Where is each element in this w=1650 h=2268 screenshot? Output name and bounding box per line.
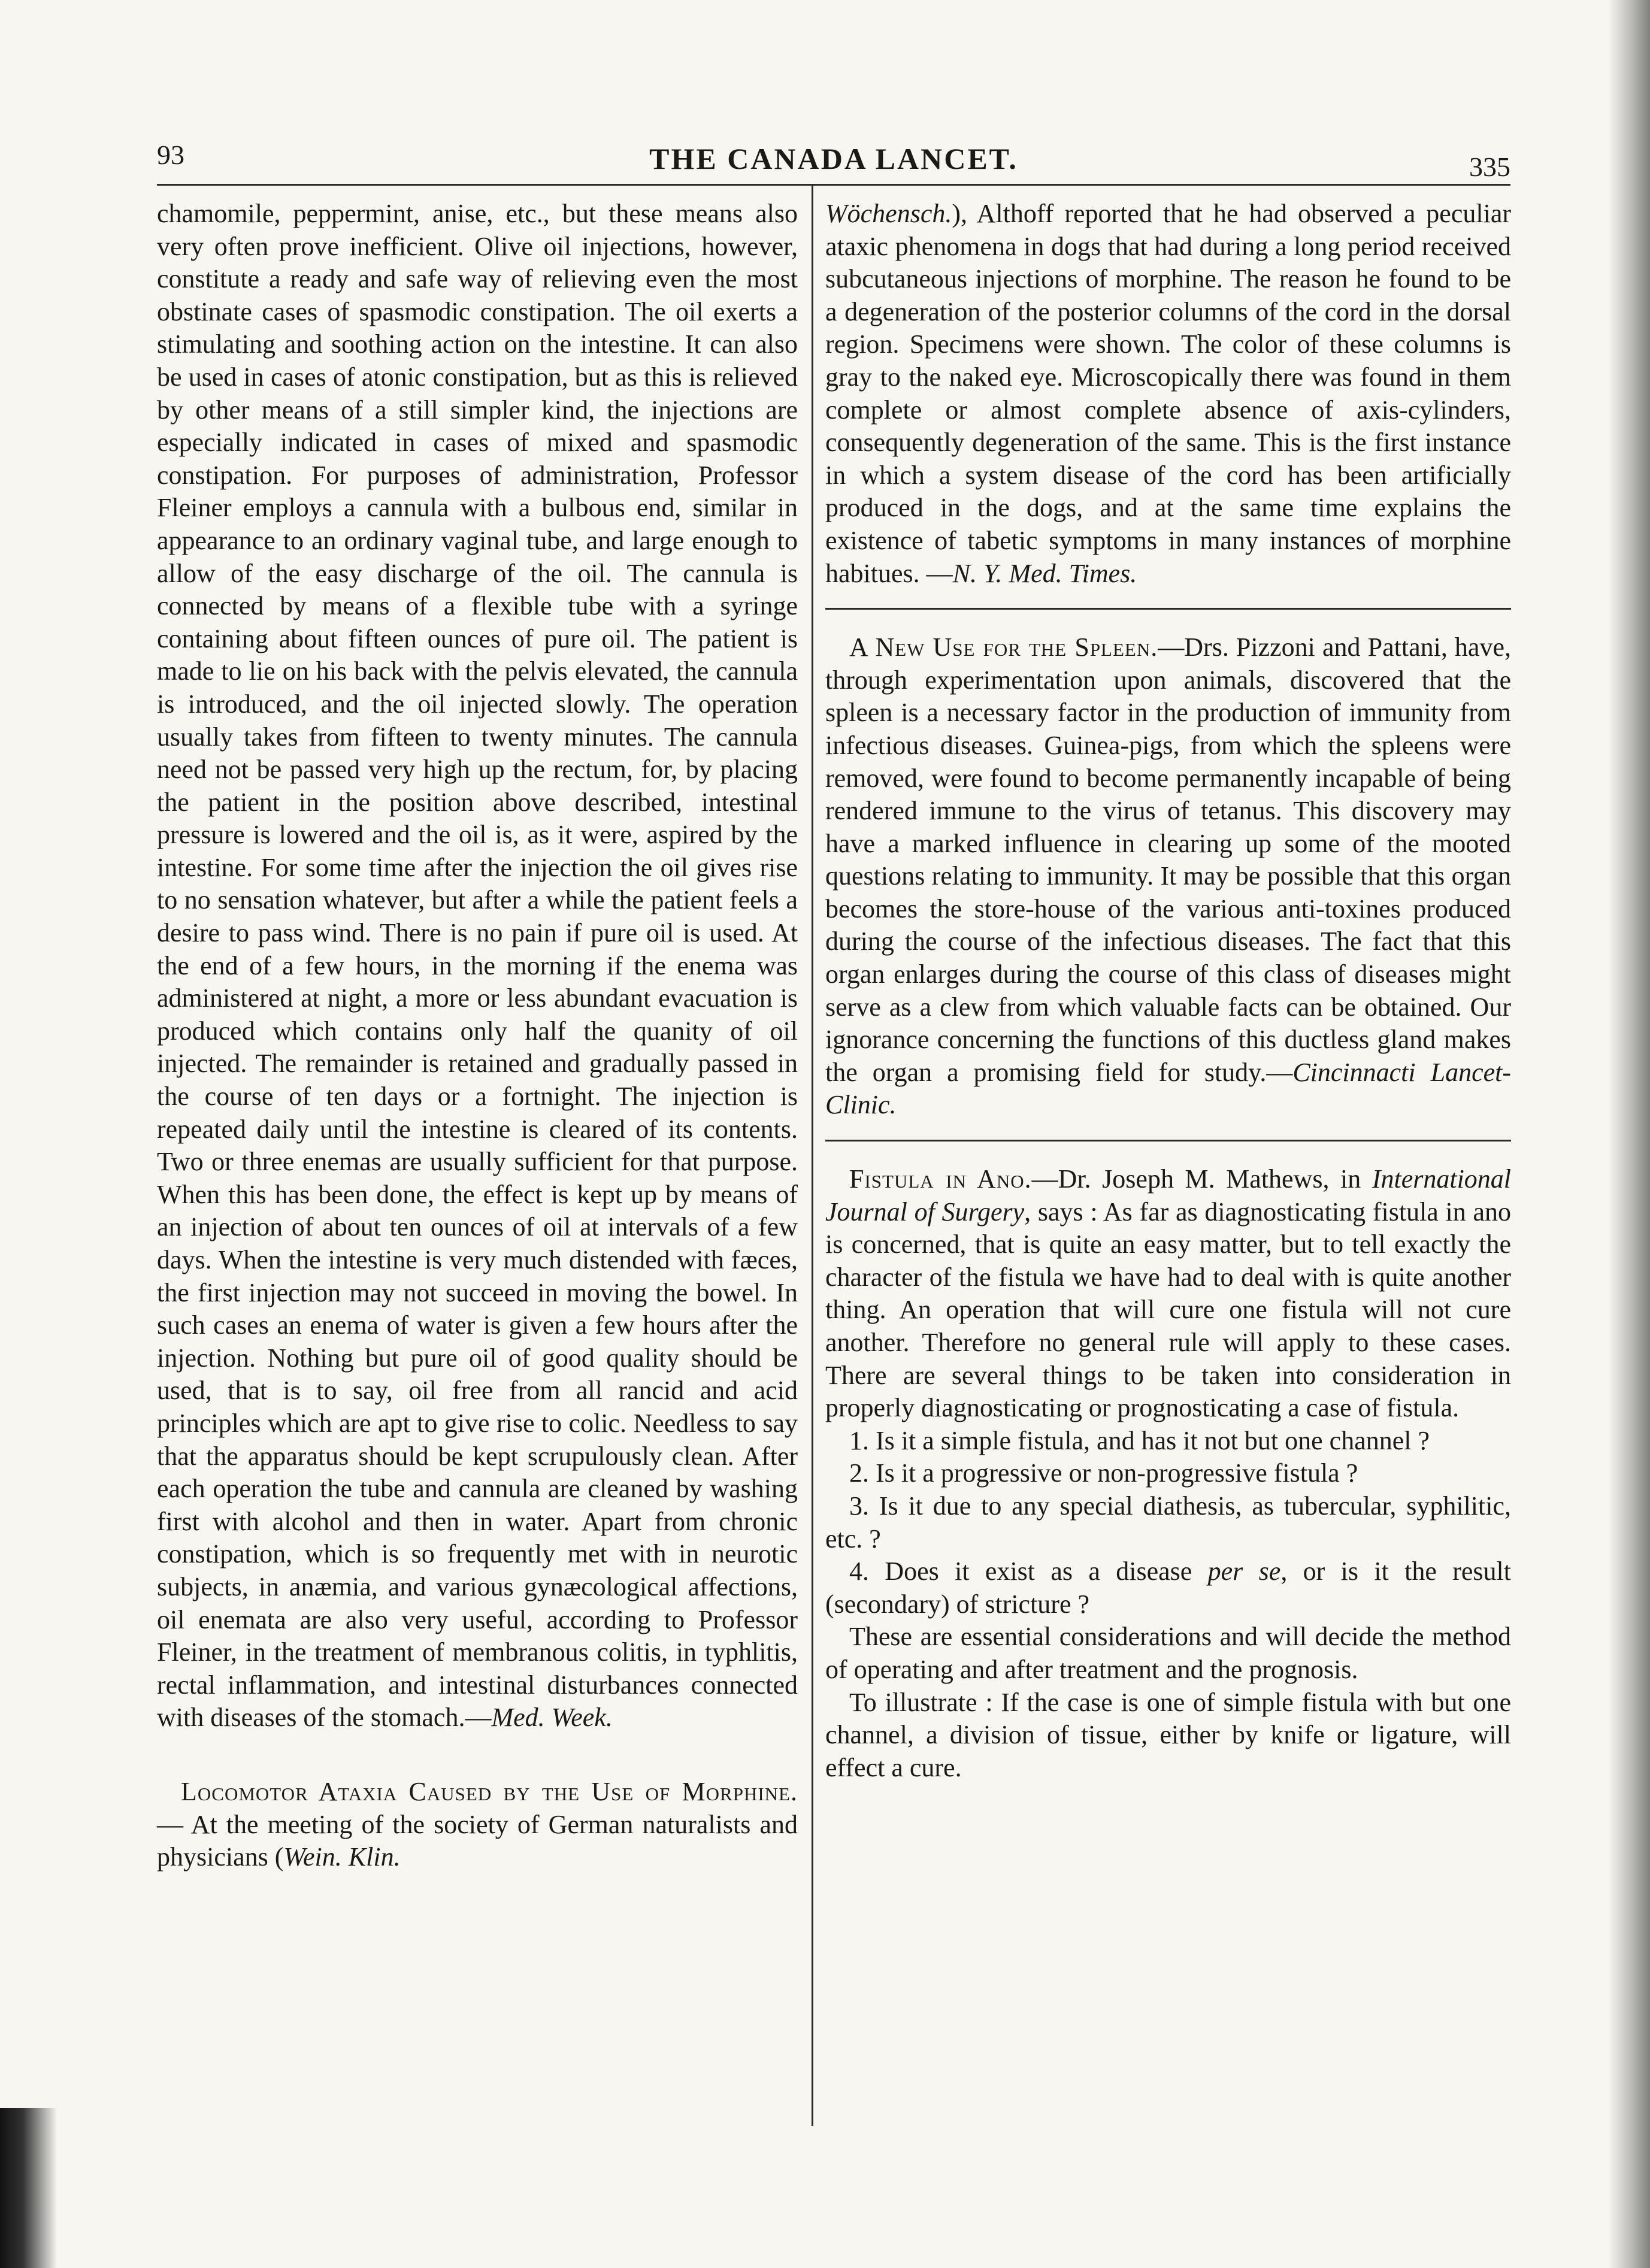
- q4-start: 4. Does it exist as a disease: [849, 1557, 1208, 1586]
- ataxia-text-end: ), Althoff reported that he had observed a peculiar ataxic phenomena in dogs that had during a long period received subcutaneous injections of morphine. The reason he found to be a degeneration of the posterior columns of the cord in the dorsal region. Specimens were shown. The color of these columns is gray to the naked eye. Microscopically there was found in them complete or almost complete absence of axis-cylinders, consequently degeneration of the same. This is the first instance in which a system disease of the cord has been artificially produced in the dogs, and at the same time explains the existence of tabetic symptoms in many instances of morphine habitues. —: [825, 199, 1511, 588]
- fistula-intro-start: —Dr. Joseph M. Mathews, in: [1031, 1164, 1372, 1194]
- page-number-left: 93: [157, 140, 184, 170]
- article-spleen: [825, 631, 1511, 1122]
- considerations-paragraph: These are essential considerations and will decide the method of operating and after treatment and the prognosis.: [825, 1622, 1511, 1684]
- article-fistula: [825, 1163, 1511, 1425]
- question-2: 2. Is it a progressive or non-progressive fistula ?: [849, 1458, 1358, 1488]
- fistula-heading: Fistula in Ano.: [849, 1164, 1032, 1194]
- column-divider: [812, 186, 813, 2126]
- q4-italic: per se: [1207, 1557, 1281, 1586]
- illustration-paragraph: To illustrate : If the case is one of simple fistula with but one channel, a division of tissue, either by knife or ligature, will effect a cure.: [825, 1687, 1511, 1782]
- oil-enemata-text: chamomile, peppermint, anise, etc., but these means also very often prove inefficient. Olive oil injections, however, constitute a ready and safe way of relieving even the most obstinate cases of spasmodic constipation. The oil exerts a stimulating and soothing action on the intestine. It can also be used in cases of atonic constipation, but as this is relieved by other means of a still simpler kind, the injections are especially indicated in cases of mixed and spasmodic constipation. For purposes of administration, Professor Fleiner employs a cannula with a bulbous end, similar in appearance to an ordinary vaginal tube, and large enough to allow of the easy discharge of the oil. The cannula is connected by means of a flexible tube with a syringe containing about fifteen ounces of pure oil. The patient is made to lie on his back with the pelvis elevated, the cannula is introduced, and the oil injected slowly. The operation usually takes from fifteen to twenty minutes. The cannula need not be passed very high up the rectum, for, by placing the patient in the position above described, intestinal pressure is lowered and the oil is, as it were, aspired by the intestine. For some time after the injection the oil gives rise to no sensation whatever, but after a while the patient feels a desire to pass wind. There is no pain if pure oil is used. At the end of a few hours, in the morning if the enema was administered at night, a more or less abundant evacuation is produced which contains only half the quanity of oil injected. The remainder is retained and gradually passed in the course of ten days or a fortnight. The injection is repeated daily until the intestine is cleared of its contents. Two or three enemas are usually sufficient for that purpose. When this has been done, the effect is kept up by means of an injection of about ten ounces of oil at intervals of a few days. When the intestine is very much distended with fæces, the first injection may not succeed in moving the bowel. In such cases an enema of water is given a few hours after the injection. Nothing but pure oil of good quality should be used, that is to say, oil free from all rancid and acid principles which are apt to give rise to colic. Needless to say that the apparatus should be kept scrupulously clean. After each operation the tube and cannula are cleaned by washing first with alcohol and then in water. Apart from chronic constipation, which is so frequently met with in neurotic subjects, in anæmia, and various gynæcological affections, oil enemata are also very useful, according to Professor Fleiner, in the treatment of membranous colitis, in typhlitis, rectal inflammation, and intestinal disturbances connected with diseases of the stomach.—: [157, 199, 798, 1733]
- question-4: [825, 1555, 1511, 1621]
- fistula-intro-end: , says : As far as diagnosticating fistula in ano is concerned, that is quite an easy matter, but to tell exactly the character of the fistula we have had to deal with is quite another thing. An operation that will cure one fistula will not cure another. Therefore no general rule will apply to these cases. There are several things to be taken into consideration in properly diagnosticating or prognosticating a case of fistula.: [825, 1197, 1511, 1423]
- right-column: [825, 198, 1511, 1784]
- running-title: THE CANADA LANCET.: [649, 142, 1018, 175]
- page-shadow-right: [1608, 0, 1650, 2268]
- page-shadow-left: [0, 2108, 57, 2268]
- article-oil-enemata: [157, 198, 798, 1734]
- left-column: [157, 198, 798, 1874]
- ataxia-citation: N. Y. Med. Times.: [952, 558, 1137, 588]
- ataxia-heading: Locomotor Ataxia Caused by the Use of Morphine.: [181, 1776, 798, 1806]
- ataxia-source-end: Wöchensch.: [825, 199, 952, 228]
- article-locomotor-ataxia: [157, 1776, 798, 1874]
- oil-enemata-source: Med. Week.: [491, 1703, 613, 1733]
- section-rule: [825, 608, 1511, 610]
- q4-end: , or is it the result (secondary) of stricture ?: [825, 1557, 1512, 1619]
- spleen-citation: Cincinnacti Lancet-Clinic.: [825, 1057, 1512, 1120]
- section-gap: [157, 1752, 798, 1754]
- page-header: [157, 139, 1510, 181]
- article-ataxia-continued: [825, 198, 1511, 590]
- question-1: 1. Is it a simple fistula, and has it not but one channel ?: [849, 1425, 1430, 1455]
- header-rule: [157, 184, 1510, 186]
- ataxia-source-start: Wein. Klin.: [283, 1842, 401, 1872]
- page-number-right: 335: [1469, 152, 1510, 182]
- fistula-journal: International Journal of Surgery: [825, 1164, 1512, 1227]
- ataxia-text-start: — At the meeting of the society of German naturalists and physicians (: [157, 1809, 798, 1872]
- spleen-heading: A New Use for the Spleen.: [849, 632, 1158, 662]
- section-rule: [825, 1140, 1511, 1141]
- question-3: 3. Is it due to any special diathesis, as tubercular, syphilitic, etc. ?: [825, 1491, 1511, 1554]
- spleen-text: —Drs. Pizzoni and Pattani, have, through experimentation upon animals, discovered that the spleen is a necessary factor in the production of immunity from infectious diseases. Guinea-pigs, from which the spleens were removed, were found to become permanently incapable of being rendered immune to the virus of tetanus. This discovery may have a marked influence in clearing up some of the mooted questions relating to immunity. It may be possible that this organ becomes the store-house of the various anti-toxines produced during the course of the infectious diseases. The fact that this organ enlarges during the course of this class of diseases might serve as a clew from which valuable facts can be obtained. Our ignorance concerning the functions of this ductless gland makes the organ a promising field for study.—: [825, 632, 1511, 1087]
